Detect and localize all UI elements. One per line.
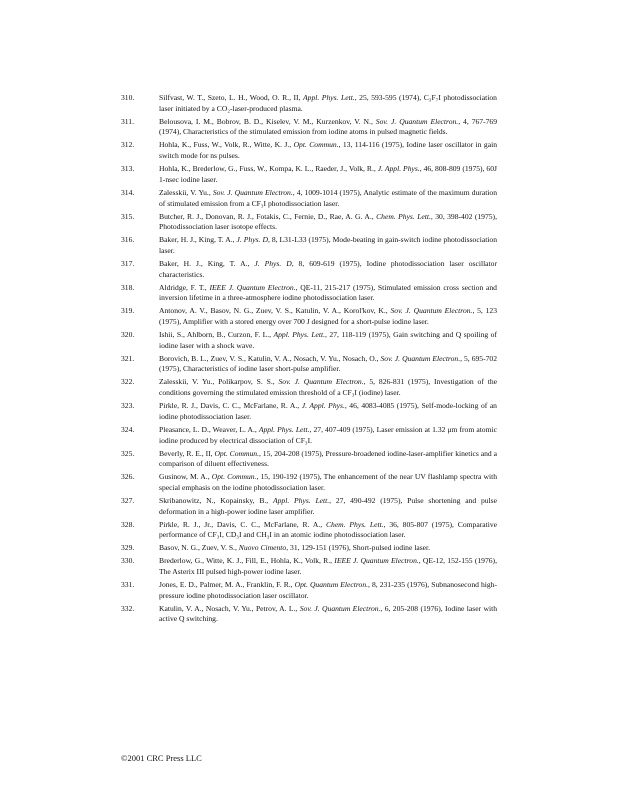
reference-text-segment: Zalesskii, V. Yu., <box>159 187 213 197</box>
journal-title: Opt. Quantum Electron. <box>294 580 369 590</box>
reference-text-segment: , 46, 808-809 (1975), 60J 1-nsec iodine laser. <box>159 164 497 184</box>
reference-text-segment: , 36, 805-807 (1975), Comparative performance of CF₃I, CD₃I and CH₃I in an atomic iodine photodissociation laser. <box>159 519 497 540</box>
reference-text-segment: Belousova, I. M., Bobrov, B. D., Kiselev, V. M., Kurzenkov, V. N., <box>159 116 376 126</box>
reference-text-segment: , 8, L31-L33 (1975), Mode-beating in gain-switch iodine photodissociation laser. <box>159 235 498 255</box>
reference-item <box>121 472 497 493</box>
reference-number: 324. <box>121 424 135 434</box>
journal-title: Sov. J. Quantum Electron. <box>390 306 473 316</box>
reference-text <box>159 117 497 138</box>
reference-text <box>159 604 497 625</box>
journal-title: IEEE J. Quantum Electron. <box>209 282 296 292</box>
reference-text-segment: , 46, 4083-4085 (1975), Self-mode-locking of an iodine photodissociation laser. <box>159 401 497 421</box>
reference-text-segment: , 8, 231-235 (1976), Subnanosecond high-pressure iodine photodissociation laser oscillator. <box>159 580 497 600</box>
reference-text-segment: Silfvast, W. T., Szeto, L. H., Wood, O. R., II, <box>159 93 304 102</box>
reference-text <box>159 520 497 541</box>
reference-text-segment: Baker, H. J., King, T. A., <box>159 258 255 268</box>
reference-number: 310. <box>121 93 135 102</box>
reference-item <box>121 401 497 422</box>
reference-number: 321. <box>121 353 135 363</box>
reference-text <box>159 93 497 114</box>
reference-item <box>121 377 497 398</box>
journal-title: Chem. Phys. Lett. <box>376 211 431 221</box>
reference-text <box>159 496 497 517</box>
reference-text <box>159 330 497 351</box>
reference-text-segment: , 5, 826-831 (1975), Investigation of the conditions governing the stimulated emission threshold of a CF₃I (iodine) laser. <box>159 377 497 398</box>
reference-text <box>159 543 497 554</box>
journal-title: J. Phys. D <box>254 258 292 268</box>
reference-text-segment: Hohla, K., Brederlow, G., Fuss, W., Kompa, K. L., Raeder, J., Volk, R., <box>159 164 378 174</box>
reference-text-segment: , 4, 767-769 (1974), Characteristics of the stimulated emission from iodine atoms in pulsed magnetic fields. <box>159 116 498 137</box>
reference-text-segment: Skribanowitz, N., Kopainsky, B., <box>159 495 273 505</box>
reference-text-segment: Pirkle, R. J., Jr., Davis, C. C., McFarlane, R. A., <box>159 519 326 529</box>
reference-text <box>159 556 497 577</box>
reference-number: 322. <box>121 377 135 387</box>
reference-text-segment: Baker, H. J., King, T. A., <box>159 235 237 245</box>
journal-title: J. Appl. Phys. <box>301 401 345 411</box>
reference-number: 327. <box>121 495 135 505</box>
reference-number: 319. <box>121 306 135 316</box>
reference-number: 312. <box>121 140 135 150</box>
journal-title: IEEE J. Quantum Electron. <box>334 556 419 566</box>
reference-item <box>121 520 497 541</box>
reference-text-segment: Hohla, K., Fuss, W., Volk, R., Witte, K. J., <box>159 140 294 150</box>
reference-number: 314. <box>121 187 135 197</box>
reference-item <box>121 543 497 554</box>
reference-item <box>121 604 497 625</box>
reference-item <box>121 117 497 138</box>
reference-text-segment: , 15, 204-208 (1975), Pressure-broadened iodine-laser-amplifier kinetics and a comparison of diluent effectiveness. <box>159 448 498 469</box>
reference-text-segment: , 27, 490-492 (1975), Pulse shortening and pulse deformation in a high-power iodine laser amplifier. <box>159 495 498 516</box>
reference-text-segment: , 30, 398-402 (1975), Photodissociation laser isotope effects. <box>159 211 497 232</box>
reference-text <box>159 472 497 493</box>
journal-title: Appl. Phys. Lett. <box>303 93 355 102</box>
reference-text-segment: Basov, N. G., Zuev, V. S., <box>159 543 239 553</box>
reference-item <box>121 212 497 233</box>
reference-text <box>159 283 497 304</box>
reference-text-segment: , 6, 205-208 (1976), Iodine laser with active Q switching. <box>159 603 497 624</box>
journal-title: Opt. Commun. <box>293 140 339 150</box>
reference-text-segment: Beverly, R. E., II, <box>159 448 215 458</box>
reference-text <box>159 140 497 161</box>
reference-text-segment: Butcher, R. J., Donovan, R. J., Fotakis, C., Fernie, D., Rae, A. G. A., <box>159 211 377 221</box>
reference-item <box>121 449 497 470</box>
reference-text-segment: , 5, 123 (1975), Amplifier with a stored energy over 700 J designed for a short-pulse iodine laser. <box>159 306 497 327</box>
reference-text-segment: , 5, 695-702 (1975), Characteristics of iodine laser short-pulse amplifier. <box>159 353 498 374</box>
reference-text-segment: , 27, 407-409 (1975), Laser emission at 1.32 μm from atomic iodine produced by electrical dissociation of CF₃I. <box>159 424 497 445</box>
reference-number: 323. <box>121 401 135 411</box>
reference-item <box>121 93 497 114</box>
journal-title: Chem. Phys. Lett. <box>325 519 384 529</box>
reference-text-segment: Zalesskii, V. Yu., Polikarpov, S. S., <box>159 377 279 387</box>
journal-title: Sov. J. Quantum Electron. <box>380 353 461 363</box>
reference-text-segment: Pleasance, L. D., Weaver, L. A., <box>159 424 259 434</box>
reference-number: 313. <box>121 164 135 174</box>
journal-title: Sov. J. Quantum Electron. <box>278 377 364 387</box>
reference-number: 320. <box>121 330 135 340</box>
reference-item <box>121 330 497 351</box>
journal-title: J. Appl. Phys. <box>377 164 420 174</box>
reference-item <box>121 425 497 446</box>
reference-text-segment: Pirkle, R. J., Davis, C. C., McFarlane, R. A., <box>159 401 302 411</box>
reference-number: 329. <box>121 543 135 553</box>
reference-number: 326. <box>121 472 135 482</box>
reference-text <box>159 580 497 601</box>
reference-number: 316. <box>121 235 135 245</box>
reference-text <box>159 259 497 280</box>
reference-text <box>159 449 497 470</box>
reference-item <box>121 306 497 327</box>
reference-text-segment: Aldridge, F. T., <box>159 282 210 292</box>
reference-item <box>121 259 497 280</box>
journal-title: Nuovo Cimento <box>238 543 287 553</box>
reference-number: 325. <box>121 448 135 458</box>
reference-text-segment: , 31, 129-151 (1976), Short-pulsed iodine laser. <box>286 543 431 553</box>
reference-text-segment: , QE-11, 215-217 (1975), Stimulated emission cross section and inversion lifetime in a three-atmosphere iodine photodissociation laser. <box>159 282 497 303</box>
reference-item <box>121 140 497 161</box>
reference-text-segment: Brederlow, G., Witte, K. J., Fill, E., Hohla, K., Volk, R., <box>159 556 335 566</box>
reference-item <box>121 580 497 601</box>
reference-text <box>159 235 497 256</box>
reference-item <box>121 164 497 185</box>
reference-number: 311. <box>121 116 135 126</box>
reference-text <box>159 164 497 185</box>
reference-item <box>121 496 497 517</box>
journal-title: Appl. Phys. Lett. <box>273 330 326 340</box>
reference-text-segment: Gusinow, M. A., <box>159 472 212 482</box>
reference-text <box>159 306 497 327</box>
reference-text-segment: , QE-12, 152-155 (1976), The Asterix III pulsed high-power iodine laser. <box>159 556 497 577</box>
reference-text <box>159 377 497 398</box>
reference-item <box>121 235 497 256</box>
journal-title: Sov. J. Quantum Electron. <box>299 603 381 613</box>
journal-title: Opt. Commun. <box>211 472 257 482</box>
reference-text-segment: Katulin, V. A., Nosach, V. Yu., Petrov, A. L., <box>159 603 300 613</box>
reference-text-segment: , 4, 1009-1014 (1975), Analytic estimate of the maximum duration of stimulated emission from a CF₃I photodissociation laser. <box>159 187 498 208</box>
journal-title: Appl. Phys. Lett. <box>258 424 310 434</box>
reference-number: 317. <box>121 258 135 268</box>
reference-text <box>159 212 497 233</box>
reference-number: 331. <box>121 580 135 590</box>
reference-item <box>121 283 497 304</box>
reference-item <box>121 354 497 375</box>
journal-title: J. Phys. D <box>236 235 268 245</box>
reference-number: 318. <box>121 282 135 292</box>
reference-text-segment: , 15, 190-192 (1975), The enhancement of the near UV flashlamp spectra with special emphasis on the iodine photodissociation laser. <box>159 472 497 492</box>
reference-text-segment: , 13, 114-116 (1975), Iodine laser oscillator in gain switch mode for ns pulses. <box>159 140 497 161</box>
reference-list <box>121 93 497 627</box>
reference-text-segment: Ishii, S., Ahlborn, B., Curzon, F. L., <box>159 330 274 340</box>
copyright-footer: ©2001 CRC Press LLC <box>121 753 202 763</box>
reference-text-segment: Antonov, A. V., Basov, N. G., Zuev, V. S., Katulin, V. A., Korol'kov, K., <box>159 306 391 316</box>
reference-text-segment: , 25, 593-595 (1974), C₃F₇I photodissociation laser initiated by a CO₂-laser-produced plasma. <box>159 93 497 113</box>
reference-number: 328. <box>121 519 135 529</box>
journal-title: Sov. J. Quantum Electron. <box>375 116 459 126</box>
reference-text-segment: , 8, 609-619 (1975), Iodine photodissociation laser oscillator characteristics. <box>159 258 497 279</box>
journal-title: Opt. Commun. <box>214 448 259 458</box>
reference-text <box>159 401 497 422</box>
reference-text-segment: , 27, 118-119 (1975), Gain switching and Q spoiling of iodine laser with a shock wave. <box>159 330 498 350</box>
journal-title: Appl. Phys. Lett. <box>272 495 330 505</box>
reference-text <box>159 188 497 209</box>
reference-item <box>121 556 497 577</box>
journal-title: Sov. J. Quantum Electron. <box>212 187 293 197</box>
reference-number: 330. <box>121 556 135 566</box>
reference-text <box>159 425 497 446</box>
reference-item <box>121 188 497 209</box>
reference-text-segment: Jones, E. D., Palmer, M. A., Franklin, F. R., <box>159 580 295 590</box>
reference-text-segment: Borovich, B. L., Zuev, V. S., Katulin, V. A., Nosach, V. Yu., Nosach, O., <box>159 353 381 363</box>
reference-text <box>159 354 497 375</box>
reference-number: 332. <box>121 603 135 613</box>
reference-number: 315. <box>121 211 135 221</box>
